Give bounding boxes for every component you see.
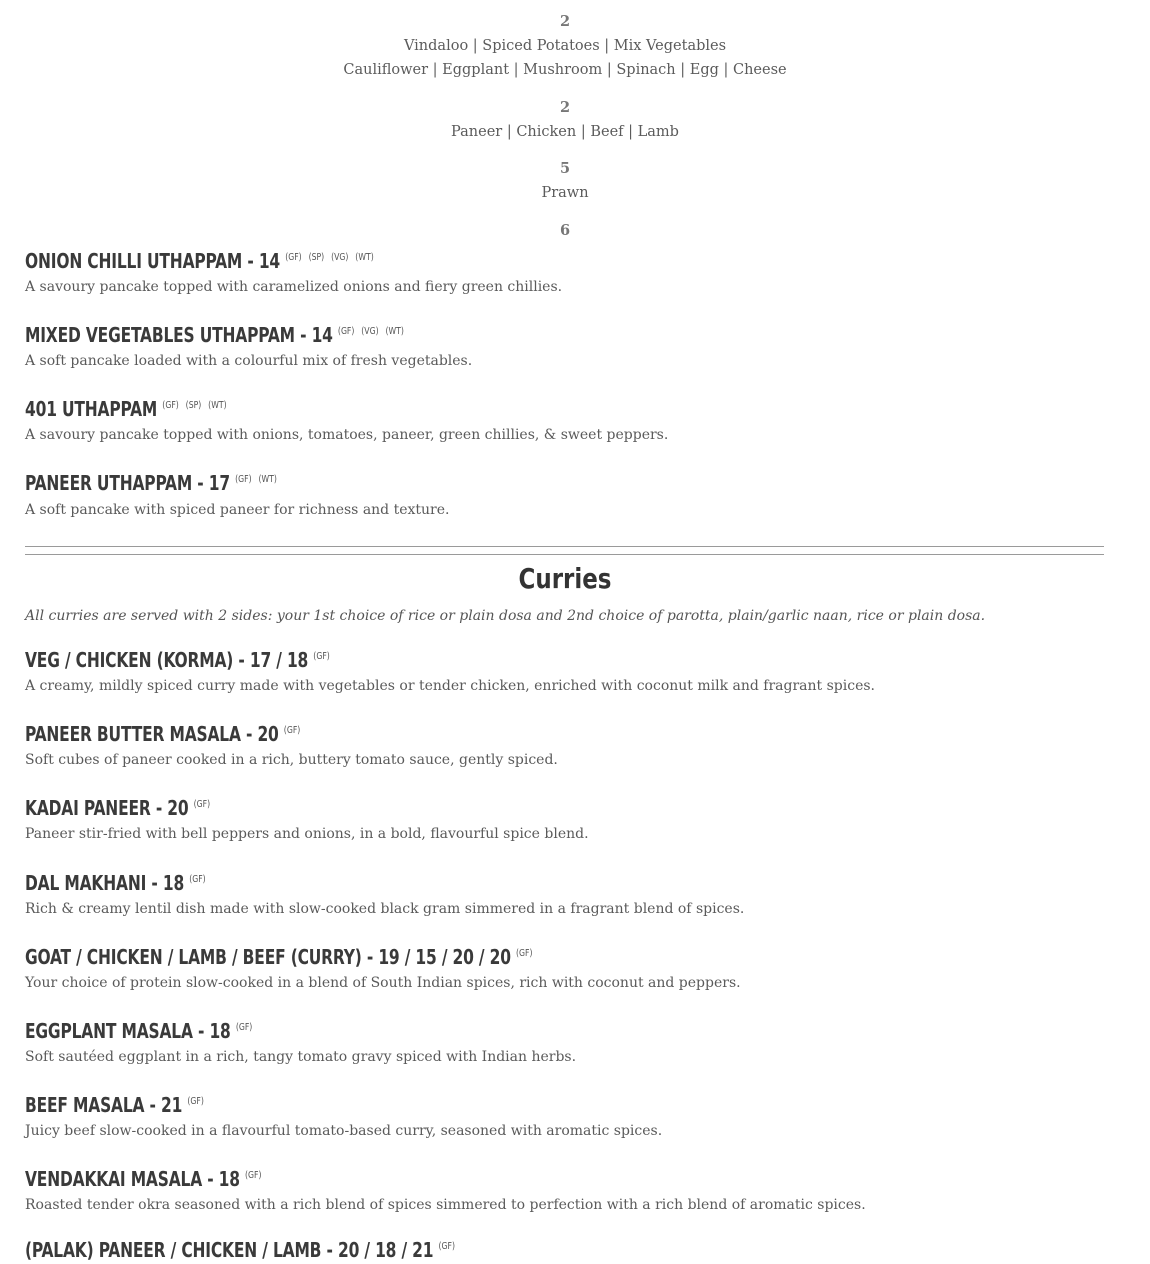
menu-item-description: Paneer stir-fried with bell peppers and onions, in a bold, flavourful spice blend. xyxy=(25,826,589,842)
option-count: 2 xyxy=(559,99,571,116)
menu-item xyxy=(25,940,741,993)
menu-item xyxy=(25,1088,662,1141)
menu-item-title: PANEER UTHAPPAM - 17 xyxy=(25,471,230,495)
option-group xyxy=(25,96,1105,144)
menu-item xyxy=(25,717,558,770)
diet-tags xyxy=(194,799,217,810)
diet-tag: (GF) xyxy=(189,874,206,885)
menu-item-title: VEG / CHICKEN (KORMA) - 17 / 18 xyxy=(25,648,309,672)
menu-item-title: EGGPLANT MASALA - 18 xyxy=(25,1019,231,1043)
section-title: Curries xyxy=(518,562,612,595)
menu-item-description: A soft pancake loaded with a colourful mix of fresh vegetables. xyxy=(25,353,473,369)
option-list: Paneer | Chicken | Beef | Lamb xyxy=(451,124,679,140)
option-list: Prawn xyxy=(541,185,589,201)
diet-tags xyxy=(284,725,307,736)
menu-item-title: GOAT / CHICKEN / LAMB / BEEF (CURRY) - 19 / 15 / 20 / 20 xyxy=(25,945,511,969)
diet-tag: (GF) xyxy=(235,1022,253,1033)
diet-tag: (GF) xyxy=(245,1170,262,1181)
menu-item xyxy=(25,392,668,445)
diet-tags xyxy=(516,948,539,959)
option-list: Vindaloo | Spiced Potatoes | Mix Vegetables xyxy=(403,38,727,54)
diet-tag: (SP) xyxy=(185,400,202,411)
menu-item-description: Soft cubes of paneer cooked in a rich, buttery tomato sauce, gently spiced. xyxy=(25,752,558,768)
menu-item-title: ONION CHILLI UTHAPPAM - 14 xyxy=(25,249,281,273)
diet-tags xyxy=(313,651,336,662)
menu-item-title: 401 UTHAPPAM xyxy=(25,397,158,421)
option-group xyxy=(25,219,1105,243)
diet-tags xyxy=(235,474,284,485)
diet-tag: (GF) xyxy=(193,799,211,810)
menu-item-title: PANEER BUTTER MASALA - 20 xyxy=(25,722,279,746)
diet-tag: (SP) xyxy=(308,252,325,263)
section-divider xyxy=(25,546,1104,555)
option-group xyxy=(25,10,1105,82)
diet-tag: (WT) xyxy=(208,400,227,411)
diet-tags xyxy=(338,326,411,337)
option-group xyxy=(25,157,1105,205)
add-on-options xyxy=(25,10,1105,243)
diet-tag: (GF) xyxy=(438,1241,456,1252)
menu-item-title: (PALAK) PANEER / CHICKEN / LAMB - 20 / 18 / 21 xyxy=(25,1238,434,1262)
diet-tag: (WT) xyxy=(258,474,277,485)
diet-tag: (GF) xyxy=(187,1096,204,1107)
option-count: 6 xyxy=(559,222,571,239)
diet-tags xyxy=(236,1022,259,1033)
menu-item-description: Roasted tender okra seasoned with a rich blend of spices simmered to perfection with a rich blend of aromatic spices. xyxy=(25,1197,866,1213)
diet-tags xyxy=(162,400,233,411)
diet-tag: (GF) xyxy=(283,725,301,736)
menu-item-description: A savoury pancake topped with onions, tomatoes, paneer, green chillies, & sweet peppers. xyxy=(25,427,669,443)
diet-tag: (VG) xyxy=(361,326,379,337)
option-count: 2 xyxy=(559,13,571,30)
diet-tag: (GF) xyxy=(337,326,355,337)
menu-item-title: KADAI PANEER - 20 xyxy=(25,796,189,820)
menu-item xyxy=(25,643,875,696)
diet-tag: (GF) xyxy=(515,948,533,959)
menu-item-title: BEEF MASALA - 21 xyxy=(25,1093,183,1117)
menu-item xyxy=(25,1162,866,1215)
menu-item-description: A soft pancake with spiced paneer for richness and texture. xyxy=(25,502,450,518)
menu-item-description: Juicy beef slow-cooked in a flavourful tomato-based curry, seasoned with aromatic spices. xyxy=(25,1123,663,1139)
diet-tag: (GF) xyxy=(313,651,330,662)
diet-tag: (GF) xyxy=(285,252,302,263)
menu-item-description: A savoury pancake topped with caramelized onions and fiery green chillies. xyxy=(25,279,563,295)
diet-tag: (WT) xyxy=(355,252,374,263)
diet-tag: (VG) xyxy=(331,252,349,263)
menu-item xyxy=(25,1014,576,1067)
menu-item xyxy=(25,318,474,371)
option-count: 5 xyxy=(559,160,571,177)
diet-tag: (WT) xyxy=(385,326,404,337)
menu-item-title: VENDAKKAI MASALA - 18 xyxy=(25,1167,240,1191)
menu-item-description: Rich & creamy lentil dish made with slow-cooked black gram simmered in a fragrant blend of spices. xyxy=(25,901,745,917)
diet-tags xyxy=(189,874,212,885)
menu-item-title: DAL MAKHANI - 18 xyxy=(25,871,185,895)
menu-item-description: Your choice of protein slow-cooked in a blend of South Indian spices, rich with coconut and peppers. xyxy=(25,975,741,991)
diet-tags xyxy=(187,1096,210,1107)
menu-item xyxy=(25,791,589,844)
menu-item-title: MIXED VEGETABLES UTHAPPAM - 14 xyxy=(25,323,333,347)
menu-item xyxy=(25,244,562,297)
diet-tag: (GF) xyxy=(162,400,179,411)
menu-item xyxy=(25,466,449,520)
diet-tags xyxy=(439,1241,462,1252)
menu-item xyxy=(25,1233,533,1261)
menu-item xyxy=(25,866,744,919)
menu-item-description: Soft sautéed eggplant in a rich, tangy tomato gravy spiced with Indian herbs. xyxy=(25,1049,577,1065)
menu-item-description: A creamy, mildly spiced curry made with vegetables or tender chicken, enriched with coconut milk and fragrant spices. xyxy=(25,678,876,694)
diet-tag: (GF) xyxy=(235,474,252,485)
option-list: Cauliflower | Eggplant | Mushroom | Spinach | Egg | Cheese xyxy=(343,62,787,78)
section-note: All curries are served with 2 sides: your 1st choice of rice or plain dosa and 2nd choice of parotta, plain/garlic naan, rice or plain dosa. xyxy=(25,608,986,624)
diet-tags xyxy=(285,252,380,263)
diet-tags xyxy=(245,1170,268,1181)
